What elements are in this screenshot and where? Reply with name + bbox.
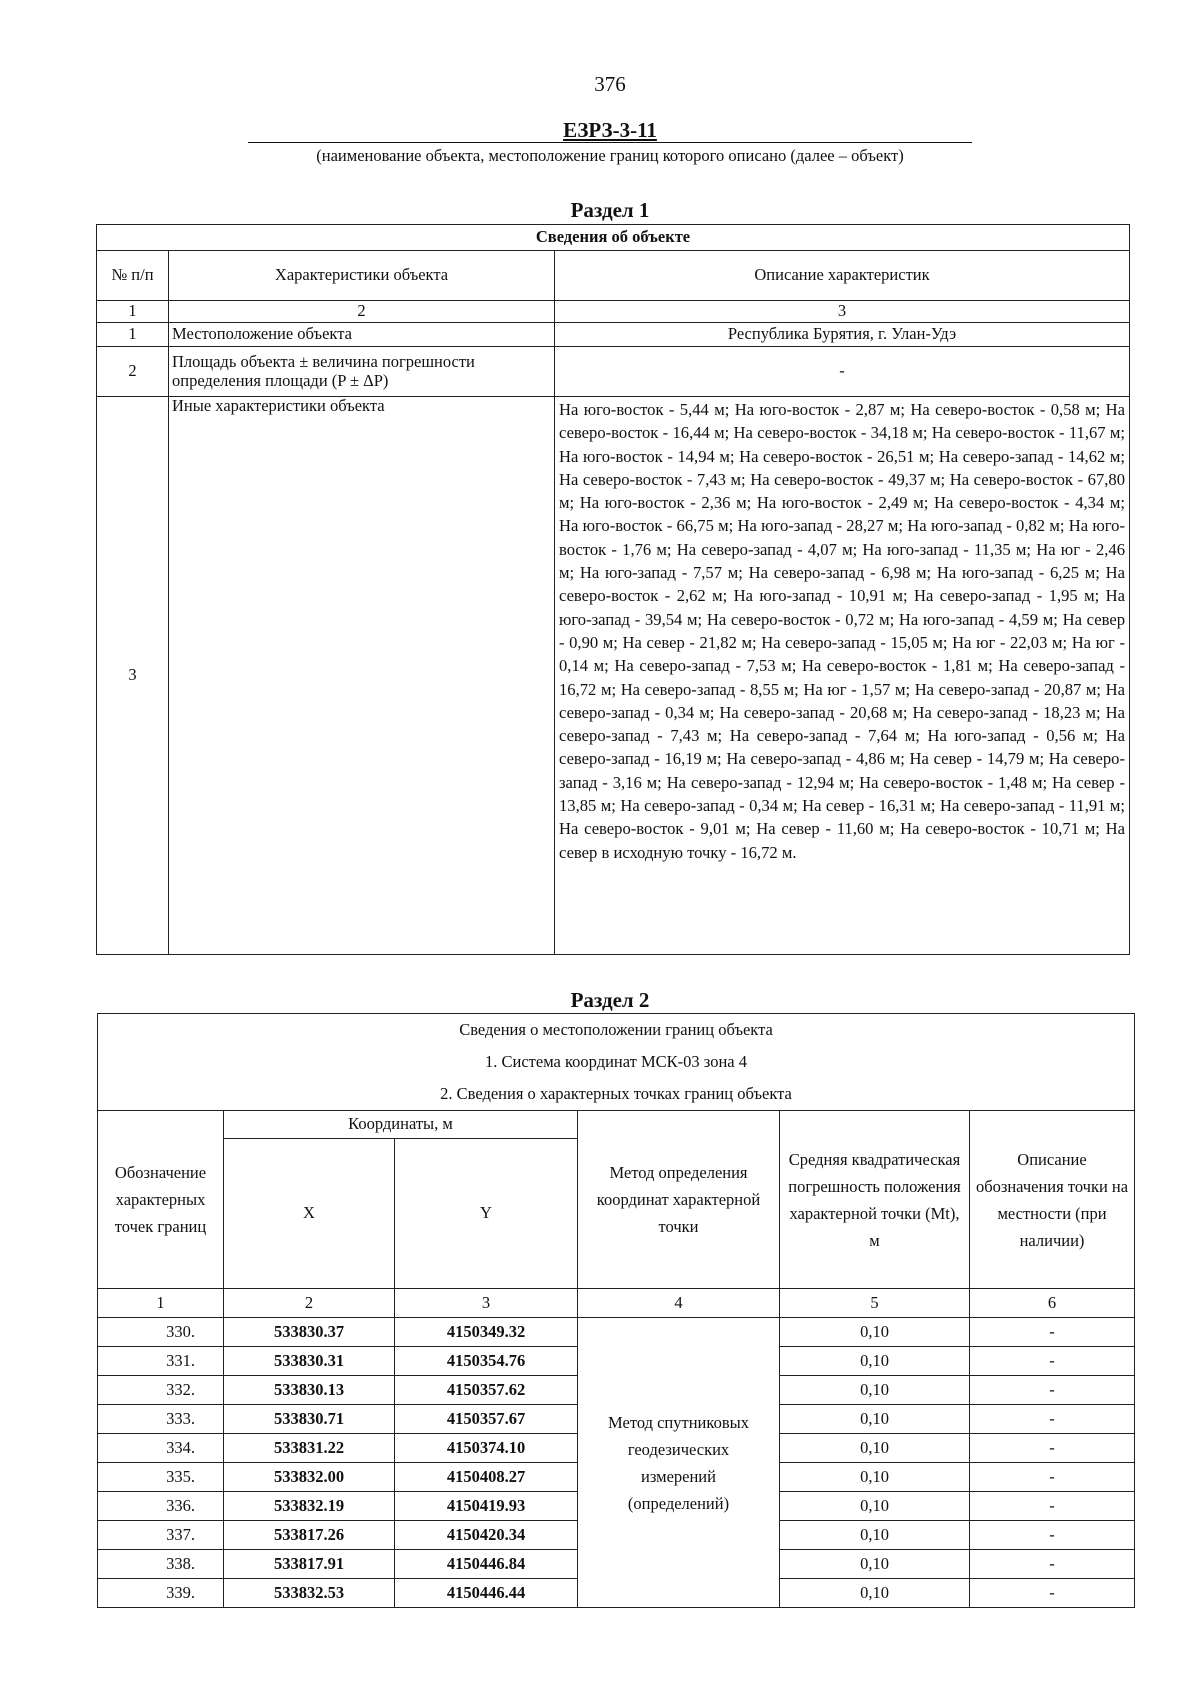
row-name: Иные характеристики объекта xyxy=(169,397,555,955)
point-desc: - xyxy=(970,1347,1135,1376)
point-desc: - xyxy=(970,1463,1135,1492)
col-header-y: Y xyxy=(395,1139,578,1289)
col-header-coords: Координаты, м xyxy=(224,1111,578,1139)
object-name: ЕЗРЗ-3-11 xyxy=(563,118,657,142)
page-number: 376 xyxy=(594,72,626,96)
point-x: 533830.13 xyxy=(224,1376,395,1405)
col-header-num: № п/п xyxy=(97,251,169,301)
col-number: 1 xyxy=(98,1289,224,1318)
point-id: 330. xyxy=(98,1318,224,1347)
row-num: 1 xyxy=(97,323,169,347)
point-y: 4150446.84 xyxy=(395,1550,578,1579)
point-y: 4150446.44 xyxy=(395,1579,578,1608)
col-header-x: X xyxy=(224,1139,395,1289)
col-header-characteristic: Характеристики объекта xyxy=(169,251,555,301)
point-mt: 0,10 xyxy=(780,1492,970,1521)
row-num: 3 xyxy=(97,397,169,955)
point-x: 533830.71 xyxy=(224,1405,395,1434)
section1-title: Раздел 1 xyxy=(570,198,650,222)
point-desc: - xyxy=(970,1492,1135,1521)
point-mt: 0,10 xyxy=(780,1521,970,1550)
section1-table-title: Сведения об объекте xyxy=(97,225,1130,251)
point-id: 336. xyxy=(98,1492,224,1521)
point-y: 4150419.93 xyxy=(395,1492,578,1521)
point-x: 533831.22 xyxy=(224,1434,395,1463)
col-number: 4 xyxy=(578,1289,780,1318)
point-x: 533830.31 xyxy=(224,1347,395,1376)
point-x: 533817.26 xyxy=(224,1521,395,1550)
col-header-method: Метод определения координат характерной точки xyxy=(578,1111,780,1289)
col-number: 2 xyxy=(169,301,555,323)
point-mt: 0,10 xyxy=(780,1550,970,1579)
col-header-description: Описание характеристик xyxy=(555,251,1130,301)
point-y: 4150354.76 xyxy=(395,1347,578,1376)
row-num: 2 xyxy=(97,347,169,397)
section2-header-line: Сведения о местоположении границ объекта xyxy=(98,1014,1135,1047)
section2-table xyxy=(97,1013,1135,1608)
point-desc: - xyxy=(970,1550,1135,1579)
object-name-rule xyxy=(248,142,972,143)
point-mt: 0,10 xyxy=(780,1376,970,1405)
col-header-point: Обозначение характерных точек границ xyxy=(98,1111,224,1289)
method-value: Метод спутниковых геодезических измерений (определений) xyxy=(578,1318,780,1608)
row-value: На юго-восток - 5,44 м; На юго-восток - 2,87 м; На северо-восток - 0,58 м; На северо-восток - 16,44 м; На северо-восток - 34,18 м; На северо-восток - 11,67 м; На юго-восток - 14,94 м; На северо-восток - 26,51 м; На северо-запад - 14,62 м; На северо-восток - 7,43 м; На северо-восток - 49,37 м; На северо-восток - 67,80 м; На юго-восток - 2,36 м; На юго-восток - 2,49 м; На северо-восток - 4,34 м; На юго-восток - 66,75 м; На юго-запад - 28,27 м; На юго-запад - 0,82 м; На юго-восток - 1,76 м; На северо-запад - 4,07 м; На юго-запад - 11,35 м; На юг - 2,46 м; На юго-запад - 7,57 м; На северо-запад - 6,98 м; На юго-запад - 6,25 м; На северо-восток - 2,62 м; На юго-запад - 10,91 м; На северо-запад - 1,95 м; На юго-запад - 39,54 м; На северо-восток - 0,72 м; На юго-запад - 4,59 м; На север - 0,90 м; На север - 21,82 м; На северо-запад - 15,05 м; На юг - 22,03 м; На юг - 0,14 м; На северо-запад - 7,53 м; На северо-восток - 1,81 м; На северо-запад - 16,72 м; На северо-запад - 8,55 м; На юг - 1,57 м; На северо-запад - 20,87 м; На северо-запад - 0,34 м; На северо-запад - 20,68 м; На северо-запад - 18,23 м; На северо-запад - 7,43 м; На северо-запад - 7,64 м; На юго-запад - 0,56 м; На северо-запад - 16,19 м; На северо-запад - 4,86 м; На север - 14,79 м; На северо-запад - 3,16 м; На северо-запад - 12,94 м; На северо-восток - 1,48 м; На север - 13,85 м; На северо-запад - 0,34 м; На север - 16,31 м; На северо-запад - 11,91 м; На северо-восток - 9,01 м; На север - 11,60 м; На северо-восток - 10,71 м; На север в исходную точку - 16,72 м. xyxy=(555,397,1130,955)
point-y: 4150357.62 xyxy=(395,1376,578,1405)
point-id: 332. xyxy=(98,1376,224,1405)
point-id: 334. xyxy=(98,1434,224,1463)
point-y: 4150357.67 xyxy=(395,1405,578,1434)
point-mt: 0,10 xyxy=(780,1463,970,1492)
section1-table xyxy=(96,224,1130,955)
point-y: 4150349.32 xyxy=(395,1318,578,1347)
point-id: 335. xyxy=(98,1463,224,1492)
section2-title: Раздел 2 xyxy=(570,988,650,1012)
point-x: 533832.19 xyxy=(224,1492,395,1521)
col-number: 3 xyxy=(395,1289,578,1318)
point-x: 533832.00 xyxy=(224,1463,395,1492)
point-desc: - xyxy=(970,1434,1135,1463)
point-id: 338. xyxy=(98,1550,224,1579)
section2-header-line: 1. Система координат МСК-03 зона 4 xyxy=(98,1046,1135,1078)
col-number: 2 xyxy=(224,1289,395,1318)
section2-header-line: 2. Сведения о характерных точках границ объекта xyxy=(98,1078,1135,1111)
point-desc: - xyxy=(970,1405,1135,1434)
point-desc: - xyxy=(970,1376,1135,1405)
object-caption: (наименование объекта, местоположение границ которого описано (далее – объект) xyxy=(316,146,904,165)
point-y: 4150374.10 xyxy=(395,1434,578,1463)
point-y: 4150408.27 xyxy=(395,1463,578,1492)
col-number: 5 xyxy=(780,1289,970,1318)
point-id: 331. xyxy=(98,1347,224,1376)
row-value: Республика Бурятия, г. Улан-Удэ xyxy=(555,323,1130,347)
col-header-description: Описание обозначения точки на местности (при наличии) xyxy=(970,1111,1135,1289)
point-mt: 0,10 xyxy=(780,1405,970,1434)
point-x: 533830.37 xyxy=(224,1318,395,1347)
col-number: 1 xyxy=(97,301,169,323)
point-desc: - xyxy=(970,1521,1135,1550)
point-id: 339. xyxy=(98,1579,224,1608)
point-id: 337. xyxy=(98,1521,224,1550)
point-x: 533817.91 xyxy=(224,1550,395,1579)
point-desc: - xyxy=(970,1318,1135,1347)
point-id: 333. xyxy=(98,1405,224,1434)
row-name: Местоположение объекта xyxy=(169,323,555,347)
table-row xyxy=(98,1318,1135,1347)
point-mt: 0,10 xyxy=(780,1579,970,1608)
row-value: - xyxy=(555,347,1130,397)
point-x: 533832.53 xyxy=(224,1579,395,1608)
point-y: 4150420.34 xyxy=(395,1521,578,1550)
point-desc: - xyxy=(970,1579,1135,1608)
col-number: 6 xyxy=(970,1289,1135,1318)
point-mt: 0,10 xyxy=(780,1347,970,1376)
row-name: Площадь объекта ± величина погрешности определения площади (P ± ΔP) xyxy=(169,347,555,397)
col-number: 3 xyxy=(555,301,1130,323)
col-header-error: Средняя квадратическая погрешность положения характерной точки (Mt), м xyxy=(780,1111,970,1289)
point-mt: 0,10 xyxy=(780,1318,970,1347)
point-mt: 0,10 xyxy=(780,1434,970,1463)
